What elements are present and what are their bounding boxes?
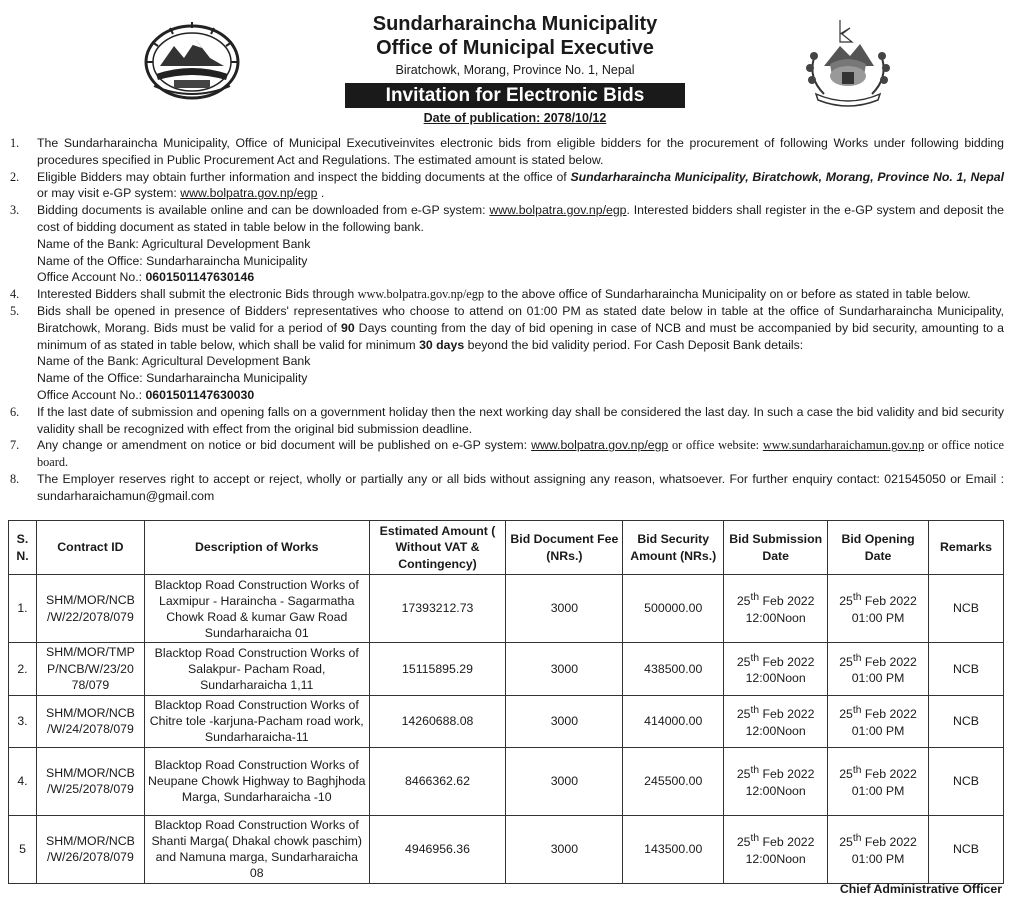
publication-date: Date of publication: 2078/10/12 (423, 111, 607, 125)
date-suffix: th (750, 832, 760, 844)
column-header: Estimated Amount ( Without VAT & Contingency) (369, 521, 506, 575)
date-suffix: th (852, 592, 862, 604)
clause-number: 5. (10, 303, 20, 318)
date-time: 12:00Noon (745, 851, 806, 866)
account-number: 0601501147630030 (145, 387, 255, 402)
account-label: Office Account No.: (37, 270, 146, 285)
clause-office-address: Sundarharaincha Municipality, Biratchowk, Morang, Province No. 1, Nepal (570, 169, 1004, 184)
clause-text: Bidding documents is available online and can be downloaded from e-GP system: (37, 203, 490, 218)
clause-number: 6. (10, 404, 20, 419)
bank-name: Name of the Bank: Agricultural Development Bank (37, 354, 311, 369)
date-suffix: th (750, 652, 760, 664)
sn-cell: 2. (9, 643, 37, 696)
bank-office-name: Name of the Office: Sundarharaincha Municipality (37, 371, 308, 386)
opening-date-cell (828, 575, 929, 643)
clause-6 (10, 404, 1004, 438)
clause-text: If the last date of submission and opening falls on a government holiday then the next working day shall be considered the last day. In such a case the bid validity and bid security validity shall be recognized with effect from the original bid submission deadline. (37, 404, 1004, 436)
date-time: 01:00 PM (851, 851, 905, 866)
date-day: 25 (839, 594, 853, 609)
clause-number: 2. (10, 169, 20, 184)
description-cell: Blacktop Road Construction Works of Chitre tole -karjuna-Pacham road work, Sundarharaicha-11 (144, 695, 369, 747)
remarks-cell: NCB (928, 575, 1003, 643)
clause-number: 8. (10, 471, 20, 486)
security-amount-cell: 438500.00 (623, 643, 724, 696)
date-suffix: th (852, 704, 862, 716)
date-suffix: th (750, 592, 760, 604)
sn-cell: 4. (9, 747, 37, 815)
date-rest: Feb 2022 (861, 594, 917, 609)
signature-title: Chief Administrative Officer (839, 882, 1002, 896)
date-rest: Feb 2022 (759, 594, 815, 609)
date-suffix: th (852, 652, 862, 664)
document-fee-cell: 3000 (506, 695, 623, 747)
contract-id-cell: SHM/MOR/TMP P/NCB/W/23/20 78/079 (36, 643, 144, 696)
column-header: Bid Submission Date (724, 521, 828, 575)
date-day: 25 (736, 835, 751, 850)
description-cell: Blacktop Road Construction Works of Neupane Chowk Highway to Baghjhoda Marga, Sundarharaicha -10 (144, 747, 369, 815)
date-rest: Feb 2022 (759, 767, 815, 782)
estimated-amount-cell: 14260688.08 (369, 695, 506, 747)
office-address: Biratchowk, Morang, Province No. 1, Nepal (395, 63, 635, 77)
estimated-amount-cell: 8466362.62 (369, 747, 506, 815)
sn-cell: 3. (9, 695, 37, 747)
table-row (9, 815, 1004, 883)
date-suffix: th (750, 704, 760, 716)
opening-date-cell (828, 695, 929, 747)
estimated-amount-cell: 17393212.73 (369, 575, 506, 643)
date-rest: Feb 2022 (861, 654, 917, 669)
clause-text: Eligible Bidders may obtain further information and inspect the bidding documents at the office of (37, 169, 571, 184)
submission-date-cell (724, 695, 828, 747)
security-amount-cell: 500000.00 (623, 575, 724, 643)
date-suffix: th (852, 764, 862, 776)
date-day: 25 (839, 654, 853, 669)
date-suffix: th (852, 832, 862, 844)
validity-days: 90 (340, 320, 355, 335)
clause-5 (10, 303, 1004, 404)
table-row (9, 643, 1004, 696)
table-header-row (9, 521, 1004, 575)
clause-text: Bids shall be opened in presence of Bidders' representatives who choose to attend on 01:00 PM as stated date below in table at the office of Sundarharaincha Municipality, Biratchowk, Morang. Bids must be valid for a period of (37, 303, 1004, 335)
clause-4 (10, 286, 1004, 303)
column-header: Remarks (928, 521, 1003, 575)
clause-3 (10, 202, 1004, 286)
bank-name: Name of the Bank: Agricultural Development Bank (37, 236, 311, 251)
clause-text: . Interested bidders shall register in the e-GP system and deposit the cost of bidding document as stated in table below in the following bank. (37, 203, 1004, 234)
description-cell: Blacktop Road Construction Works of Shanti Marga( Dhakal chowk paschim) and Namuna marga, Sundarharaicha 08 (144, 815, 369, 883)
date-rest: Feb 2022 (759, 654, 815, 669)
column-header: Contract ID (36, 521, 144, 575)
document-fee-cell: 3000 (506, 575, 623, 643)
clause-number: 4. (10, 287, 20, 302)
date-time: 01:00 PM (851, 783, 905, 798)
clause-text: Days counting from the day of bid opening in case of NCB and must be accompanied by bid security, amounting to a minimum of as stated in table below, which shall be valid for minimum (37, 320, 1004, 352)
security-amount-cell: 245500.00 (623, 747, 724, 815)
date-day: 25 (736, 767, 751, 782)
column-header: Bid Opening Date (828, 521, 929, 575)
sn-cell: 5 (9, 815, 37, 883)
date-day: 25 (736, 654, 751, 669)
date-rest: Feb 2022 (861, 835, 917, 850)
date-time: 01:00 PM (851, 671, 905, 686)
clause-1 (10, 135, 1004, 169)
notice-header (0, 12, 1030, 125)
contract-id-cell: SHM/MOR/NCB /W/25/2078/079 (36, 747, 144, 815)
date-time: 12:00Noon (745, 723, 806, 738)
clause-text: The Employer reserves right to accept or reject, wholly or partially any or all bids without assigning any reason, whatsoever. For further enquiry contact: 021545050 or Email : sundarharaichamun@gmail.com (37, 471, 1004, 503)
egp-link[interactable]: www.bolpatra.gov.np/egp (180, 186, 318, 201)
clause-7 (10, 437, 1004, 471)
date-day: 25 (736, 707, 751, 722)
clause-text: The Sundarharaincha Municipality, Office of Municipal Executiveinvites electronic bids from eligible bidders for the procurement of following Works under following bidding procedures specified in Public Procurement Act and Regulations. The estimated amount is stated below. (37, 136, 1004, 167)
bank-office-name: Name of the Office: Sundarharaincha Municipality (37, 253, 308, 268)
egp-link-text: www.bolpatra.gov.np/egp (357, 287, 485, 302)
description-cell: Blacktop Road Construction Works of Laxmipur - Haraincha - Sagarmatha Chowk Road & kumar Gaw Road Sundarharaicha 01 (144, 575, 369, 643)
clause-text: or office website: (668, 438, 763, 453)
column-header: Bid Document Fee (NRs.) (506, 521, 623, 575)
opening-date-cell (828, 747, 929, 815)
egp-link[interactable]: www.bolpatra.gov.np/egp (531, 438, 669, 453)
date-day: 25 (839, 767, 853, 782)
contract-id-cell: SHM/MOR/NCB /W/22/2078/079 (36, 575, 144, 643)
opening-date-cell (828, 815, 929, 883)
clause-text: Any change or amendment on notice or bid document will be published on e-GP system: (37, 438, 532, 453)
clause-number: 1. (10, 136, 20, 150)
remarks-cell: NCB (928, 695, 1003, 747)
submission-date-cell (724, 575, 828, 643)
column-header: S. N. (9, 521, 37, 575)
security-amount-cell: 143500.00 (623, 815, 724, 883)
bank-account (37, 269, 1004, 286)
organization-name: Sundarharaincha Municipality (372, 13, 658, 35)
date-suffix: th (750, 764, 760, 776)
account-label: Office Account No.: (37, 387, 146, 402)
date-day: 25 (839, 707, 853, 722)
clause-text: or office notice board. (37, 438, 1005, 470)
table-row (9, 747, 1004, 815)
opening-date-cell (828, 643, 929, 696)
table-row (9, 695, 1004, 747)
date-time: 01:00 PM (851, 723, 905, 738)
contract-id-cell: SHM/MOR/NCB /W/24/2078/079 (36, 695, 144, 747)
clause-text: Interested Bidders shall submit the electronic Bids through (37, 287, 358, 302)
clause-number: 3. (10, 203, 20, 218)
notice-clauses (10, 135, 1004, 505)
estimated-amount-cell: 15115895.29 (369, 643, 506, 696)
column-header: Bid Security Amount (NRs.) (623, 521, 724, 575)
egp-link[interactable]: www.bolpatra.gov.np/egp (489, 203, 627, 218)
estimated-amount-cell: 4946956.36 (369, 815, 506, 883)
clause-text: beyond the bid validity period. For Cash Deposit Bank details: (464, 337, 804, 352)
table-row (9, 575, 1004, 643)
bank-account (37, 387, 1004, 404)
description-cell: Blacktop Road Construction Works of Salakpur- Pacham Road, Sundarharaicha 1,11 (144, 643, 369, 696)
date-time: 01:00 PM (851, 611, 905, 626)
clause-2 (10, 169, 1004, 203)
remarks-cell: NCB (928, 815, 1003, 883)
remarks-cell: NCB (928, 747, 1003, 815)
submission-date-cell (724, 815, 828, 883)
date-rest: Feb 2022 (861, 767, 917, 782)
security-validity-days: 30 days (419, 337, 465, 352)
remarks-cell: NCB (928, 643, 1003, 696)
office-name: Office of Municipal Executive (376, 37, 654, 59)
date-day: 25 (839, 835, 853, 850)
document-fee-cell: 3000 (506, 815, 623, 883)
security-amount-cell: 414000.00 (623, 695, 724, 747)
date-rest: Feb 2022 (759, 835, 815, 850)
notice-title-banner: Invitation for Electronic Bids (345, 83, 685, 108)
clause-number: 7. (10, 438, 20, 453)
date-time: 12:00Noon (745, 783, 806, 798)
date-time: 12:00Noon (745, 671, 806, 686)
clause-8 (10, 471, 1004, 505)
sn-cell: 1. (9, 575, 37, 643)
document-fee-cell: 3000 (506, 643, 623, 696)
date-rest: Feb 2022 (759, 707, 815, 722)
clause-text: to the above office of Sundarharaincha Municipality on or before as stated in table below. (484, 287, 971, 302)
contract-id-cell: SHM/MOR/NCB /W/26/2078/079 (36, 815, 144, 883)
document-fee-cell: 3000 (506, 747, 623, 815)
website-link[interactable]: www.sundarharaichamun.gov.np (762, 438, 925, 453)
clause-text: . (317, 186, 325, 201)
submission-date-cell (724, 643, 828, 696)
date-time: 12:00Noon (745, 611, 806, 626)
submission-date-cell (724, 747, 828, 815)
column-header: Description of Works (144, 521, 369, 575)
account-number: 0601501147630146 (145, 270, 255, 285)
date-day: 25 (736, 594, 751, 609)
date-rest: Feb 2022 (861, 707, 917, 722)
clause-text: or may visit e-GP system: (37, 186, 181, 201)
bids-table (8, 520, 1004, 884)
